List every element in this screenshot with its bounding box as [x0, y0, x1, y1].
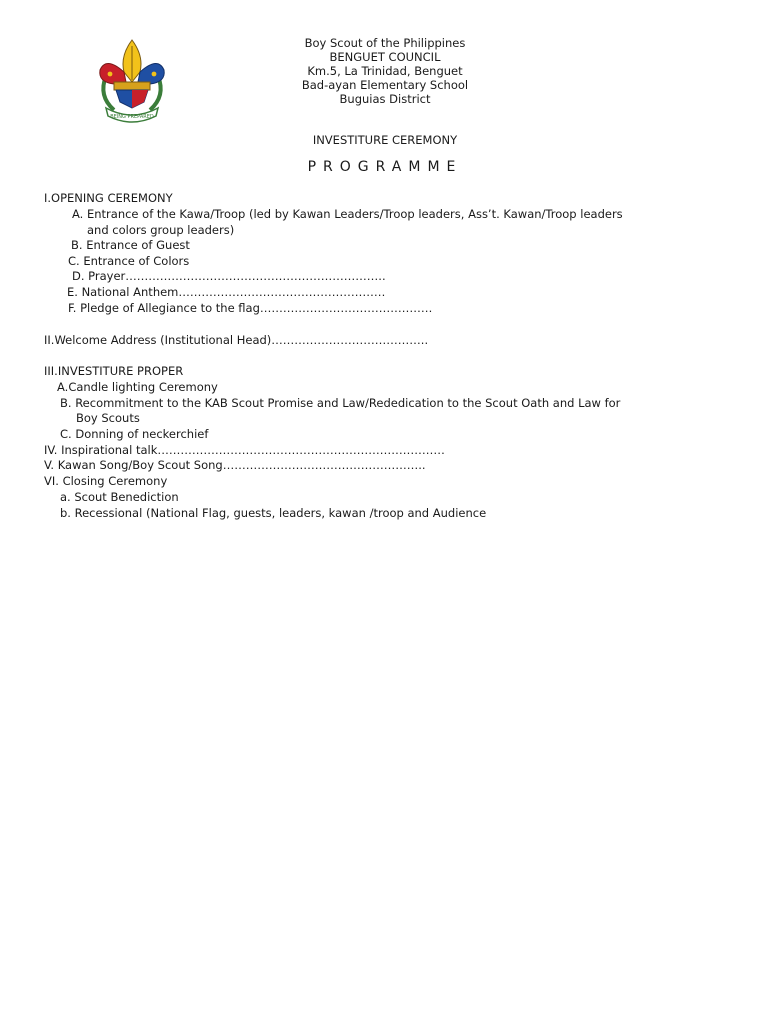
ceremony-title: INVESTITURE CEREMONY [312, 133, 458, 147]
investiture-item-b-line2: Boy Scouts [76, 411, 140, 425]
header-line-council: BENGUET COUNCIL [329, 50, 441, 64]
header-line-address: Km.5, La Trinidad, Benguet [307, 64, 463, 78]
header-line-school: Bad-ayan Elementary School [301, 78, 469, 92]
section-welcome-address: II.Welcome Address (Institutional Head)………………………………….. [44, 333, 429, 347]
opening-item-c: C. Entrance of Colors [68, 254, 190, 268]
programme-title: PROGRAMME [307, 159, 463, 175]
opening-item-e: E. National Anthem……………………………………………… [67, 285, 386, 299]
section-opening-heading: I.OPENING CEREMONY [44, 191, 173, 205]
investiture-item-c: C. Donning of neckerchief [60, 427, 209, 441]
opening-item-f: F. Pledge of Allegiance to the flag……………………………………… [68, 301, 433, 315]
banner-text: BEING PREPARED [110, 114, 154, 120]
closing-item-b: b. Recessional (National Flag, guests, leaders, kawan /troop and Audience [60, 506, 487, 520]
organization-header [240, 36, 530, 106]
scout-emblem-logo [92, 36, 172, 128]
closing-item-a: a. Scout Benediction [60, 490, 179, 504]
header-line-district: Buguias District [339, 92, 431, 106]
investiture-item-b-line1: B. Recommitment to the KAB Scout Promise and Law/Rededication to the Scout Oath and Law for [60, 396, 621, 410]
section-closing-heading: VI. Closing Ceremony [44, 474, 168, 488]
section-kawan-song: V. Kawan Song/Boy Scout Song…………………………………………….. [44, 458, 426, 472]
opening-item-d: D. Prayer………………………………………………………….. [72, 269, 386, 283]
header-line-organization: Boy Scout of the Philippines [304, 36, 466, 50]
section-investiture-heading: III.INVESTITURE PROPER [44, 364, 184, 378]
opening-item-a-line1: A. Entrance of the Kawa/Troop (led by Kawan Leaders/Troop leaders, Ass’t. Kawan/Troop leaders [72, 207, 623, 221]
opening-item-a-line2: and colors group leaders) [87, 223, 235, 237]
opening-item-b: B. Entrance of Guest [71, 238, 190, 252]
investiture-item-a: A.Candle lighting Ceremony [57, 380, 218, 394]
section-inspirational-talk: IV. Inspirational talk………………………………………………………………… [44, 443, 445, 457]
